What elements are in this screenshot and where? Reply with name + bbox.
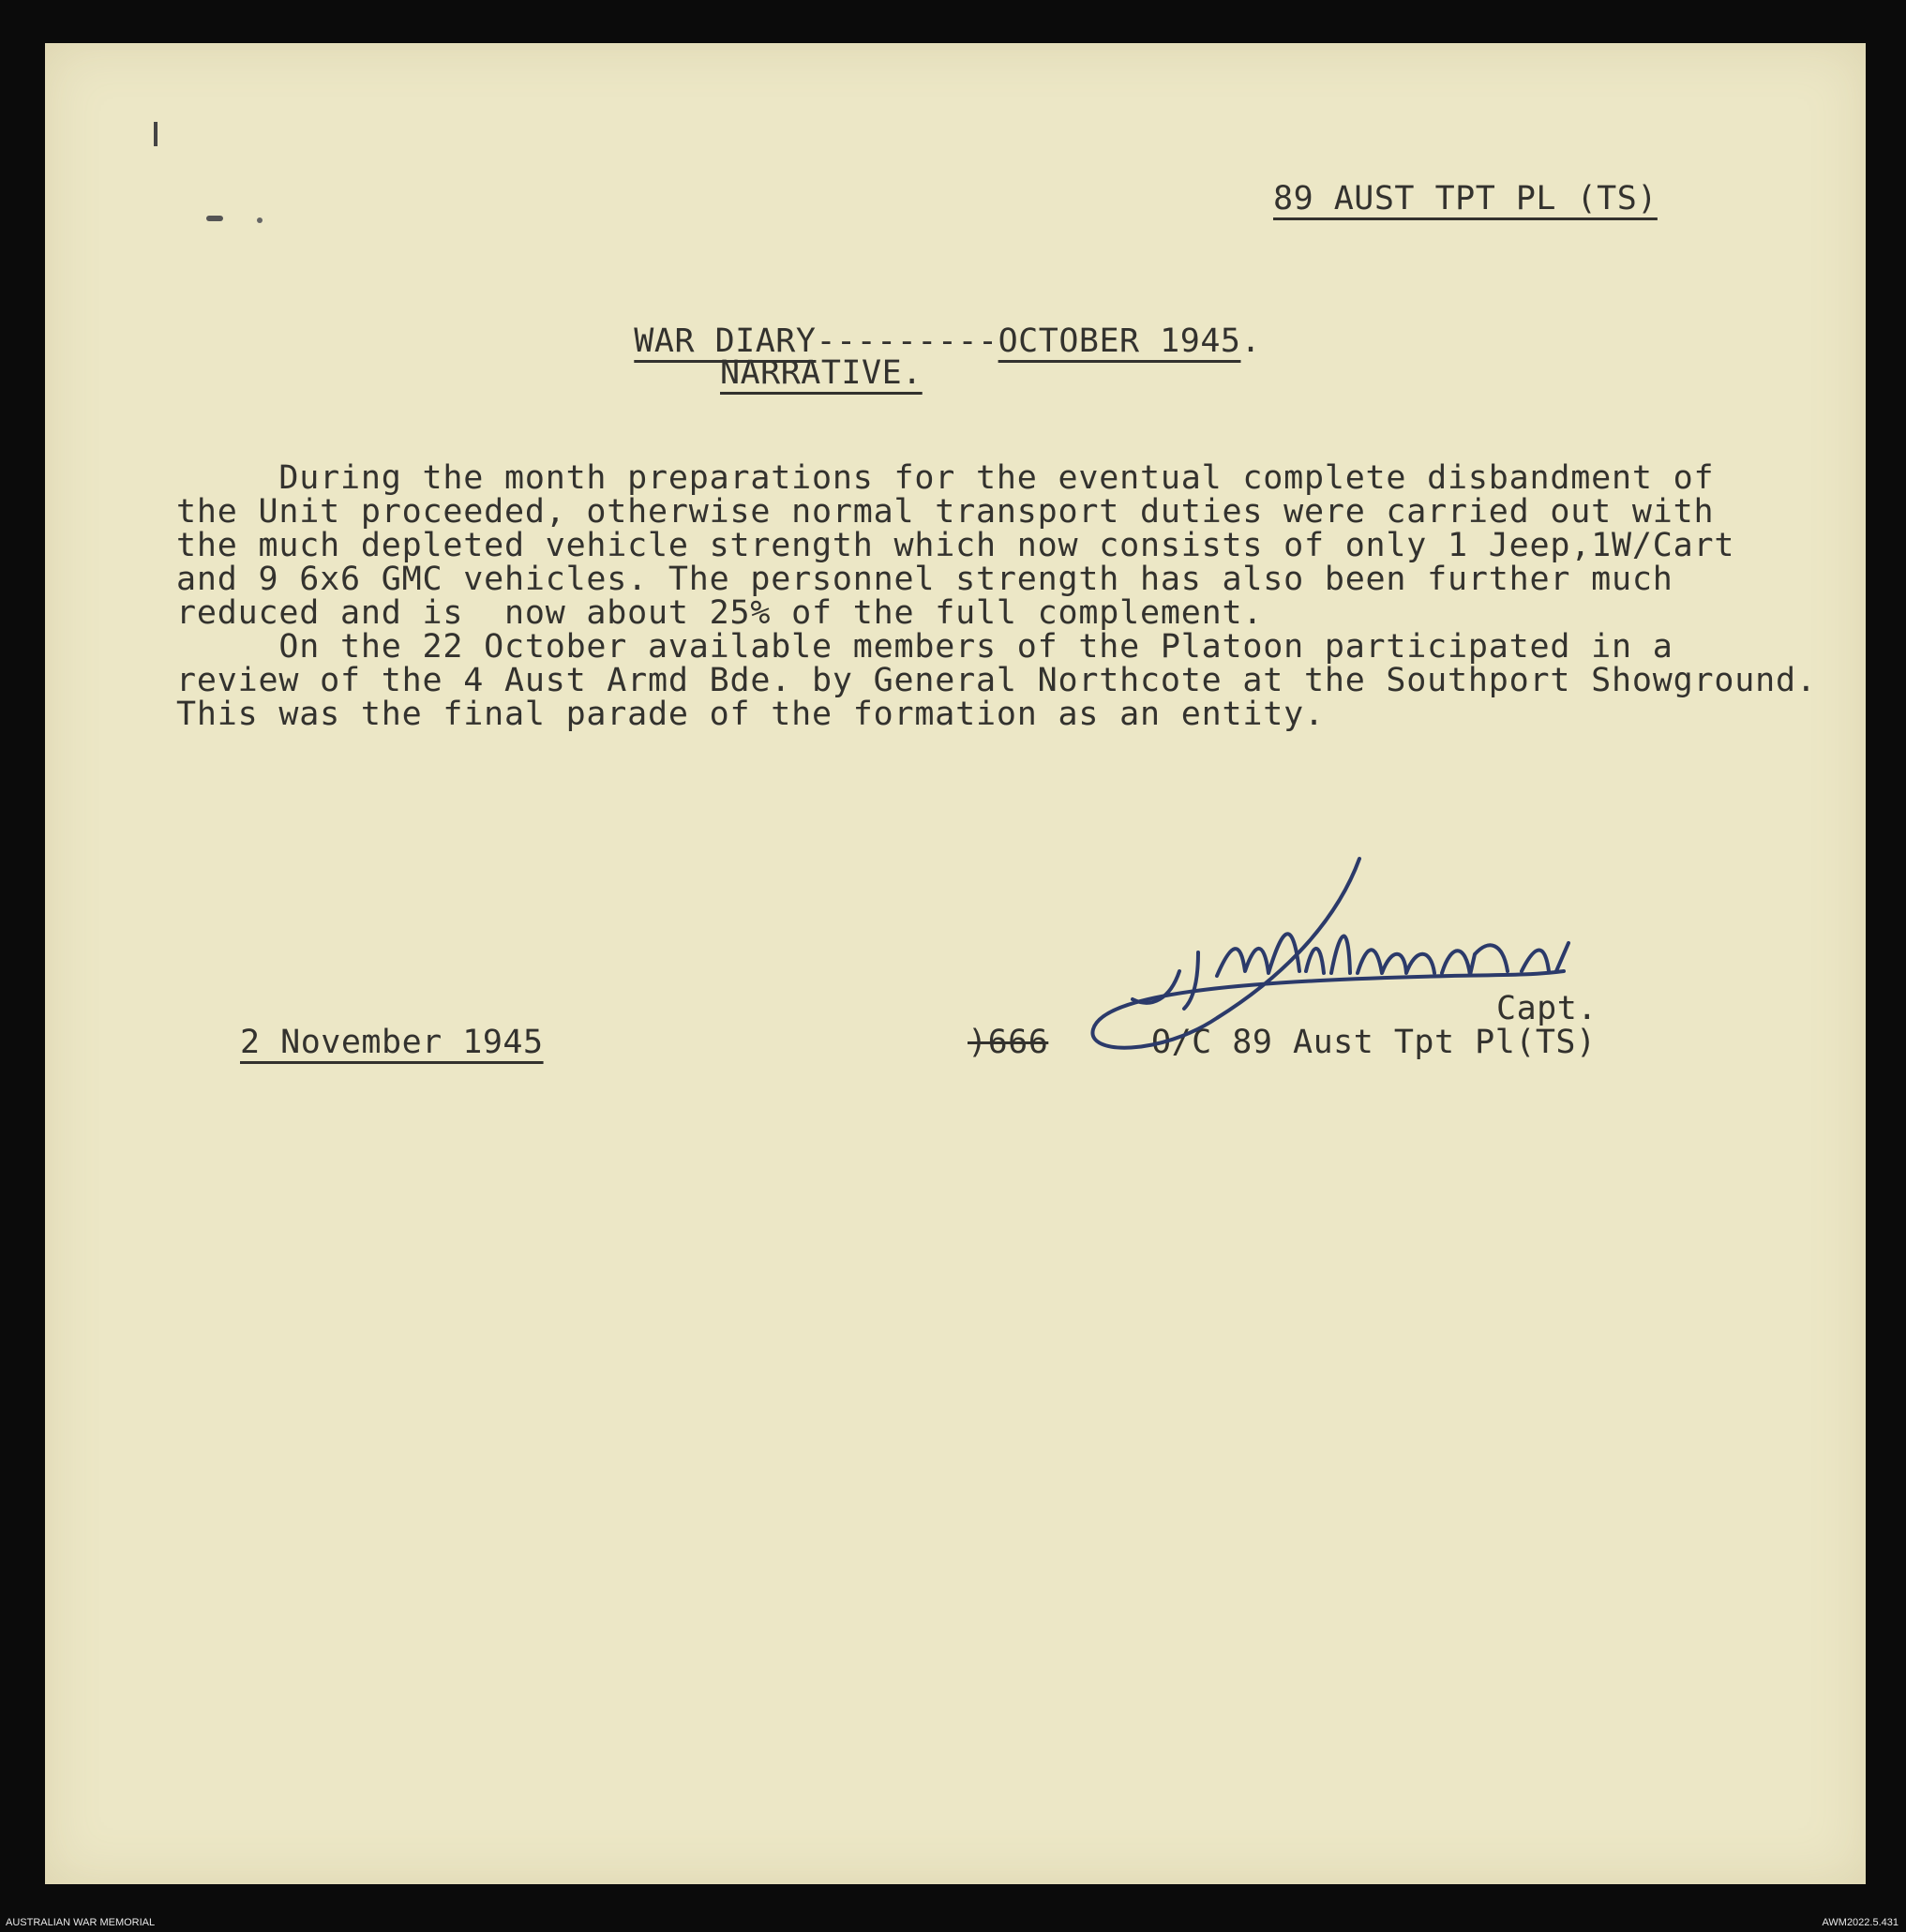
document-page xyxy=(45,43,1866,1884)
unit-header: 89 AUST TPT PL (TS) xyxy=(1273,180,1658,217)
archive-label-left: AUSTRALIAN WAR MEMORIAL xyxy=(6,1917,156,1928)
body-line: the much depleted vehicle strength which now consists of only 1 Jeep,1W/Cart xyxy=(176,527,1735,564)
body-line: This was the final parade of the formation as an entity. xyxy=(176,696,1325,733)
diary-title-dashes: --------- xyxy=(816,322,998,360)
body-line: reduced and is now about 25% of the full complement. xyxy=(176,594,1264,632)
body-line: On the 22 October available members of the Platoon participated in a xyxy=(176,628,1673,666)
narrative-heading: NARRATIVE. xyxy=(720,354,923,392)
archive-label-right: AWM2022.5.431 xyxy=(1822,1917,1898,1928)
body-line: During the month preparations for the eventual complete disbandment of xyxy=(176,459,1715,497)
document-date: 2 November 1945 xyxy=(240,1024,544,1061)
diary-title-month: OCTOBER 1945 xyxy=(998,322,1241,360)
handwritten-signature xyxy=(45,43,1866,1884)
signatory-title: O/C 89 Aust Tpt Pl(TS) xyxy=(1151,1024,1597,1061)
diary-title-left: WAR DIARY xyxy=(634,322,817,360)
body-line: and 9 6x6 GMC vehicles. The personnel strength has also been further much xyxy=(176,561,1673,598)
body-line: review of the 4 Aust Armd Bde. by General Northcote at the Southport Showground. xyxy=(176,662,1817,699)
struck-reference: )666 xyxy=(968,1024,1049,1061)
signatory-rank: Capt. xyxy=(1496,990,1598,1027)
body-line: the Unit proceeded, otherwise normal transport duties were carried out with xyxy=(176,493,1715,531)
diary-title-period: . xyxy=(1240,322,1262,360)
